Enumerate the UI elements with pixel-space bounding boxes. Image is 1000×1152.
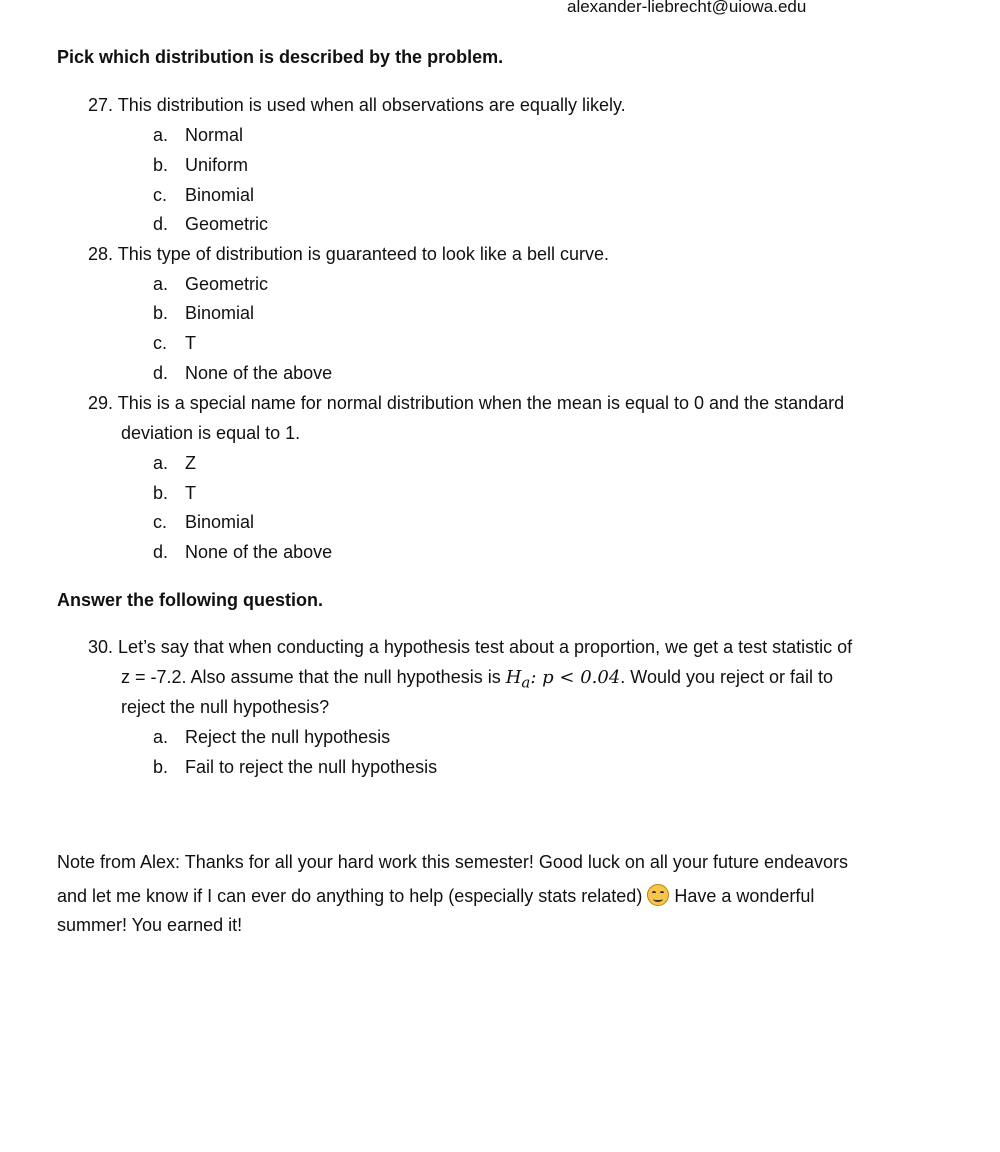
question-text-continued [121,667,833,692]
question-number: 30. [88,637,114,657]
question-text: This is a special name for normal distribution when the mean is equal to 0 and the standard [117,393,845,413]
option [153,274,268,295]
note-line-1: Note from Alex: Thanks for all your hard work this semester! Good luck on all your future endeavors [57,852,849,872]
option-label: a. [153,274,169,294]
option-text: None of the above [185,542,333,562]
option [153,303,254,324]
option-text: None of the above [185,363,333,383]
question-number: 27. [88,95,114,115]
option-label: c. [153,512,168,532]
section-heading-answer: Answer the following question. [57,590,324,610]
question-number: 28. [88,244,114,264]
option-label: b. [153,303,169,323]
math-subscript: a [521,673,531,692]
option-label: b. [153,483,169,503]
option [153,125,243,146]
option [153,757,437,778]
option-text: Fail to reject the null hypothesis [185,757,438,777]
question-text: Let’s say that when conducting a hypothesis test about a proportion, we get a test statistic of [118,637,853,657]
question-29 [88,393,844,414]
option-text: Uniform [185,155,249,175]
option [153,155,248,176]
option-text: Binomial [185,512,255,532]
text-segment: Have a wonderful [669,886,815,906]
question-28 [88,244,609,265]
option-text: Binomial [185,303,255,323]
text-segment: . Would you reject or fail to [620,667,834,687]
author-email: alexander-liebrecht@uiowa.edu [567,0,807,16]
option-label: a. [153,727,169,747]
option [153,333,196,354]
option [153,483,196,504]
option [153,453,196,474]
text-segment: z = -7.2. Also assume that the null hypothesis is [121,667,506,687]
option-text: Geometric [185,274,269,294]
option-label: b. [153,757,169,777]
option-label: a. [153,125,169,145]
option-text: Reject the null hypothesis [185,727,391,747]
option [153,727,390,748]
math-symbol: H [505,667,522,688]
option-label: a. [153,453,169,473]
question-text: This distribution is used when all observations are equally likely. [117,95,626,115]
option-text: Normal [185,125,244,145]
text-segment: and let me know if I can ever do anything to help (especially stats related) [57,886,648,906]
question-text: This type of distribution is guaranteed to look like a bell curve. [117,244,609,264]
option-text: Z [185,453,196,473]
option [153,363,332,384]
note-line-2 [57,884,814,907]
note-line-3: summer! You earned it! [57,915,243,935]
option-label: c. [153,185,168,205]
question-27 [88,95,626,116]
option-text: T [185,333,196,353]
math-inequality: : p < 0.04 [530,667,621,688]
option-text: Geometric [185,214,269,234]
smiling-face-icon [647,884,669,906]
option [153,185,254,206]
option-label: d. [153,542,169,562]
option [153,214,268,235]
option-label: b. [153,155,169,175]
option [153,542,332,563]
section-heading-distributions: Pick which distribution is described by the problem. [57,47,504,67]
question-number: 29. [88,393,114,413]
question-30 [88,637,852,658]
question-text-continued: deviation is equal to 1. [121,423,301,443]
option-label: d. [153,363,169,383]
option-label: d. [153,214,169,234]
option-text: T [185,483,196,503]
math-expression [505,667,621,692]
option [153,512,254,533]
option-label: c. [153,333,168,353]
question-text-continued: reject the null hypothesis? [121,697,330,717]
option-text: Binomial [185,185,255,205]
